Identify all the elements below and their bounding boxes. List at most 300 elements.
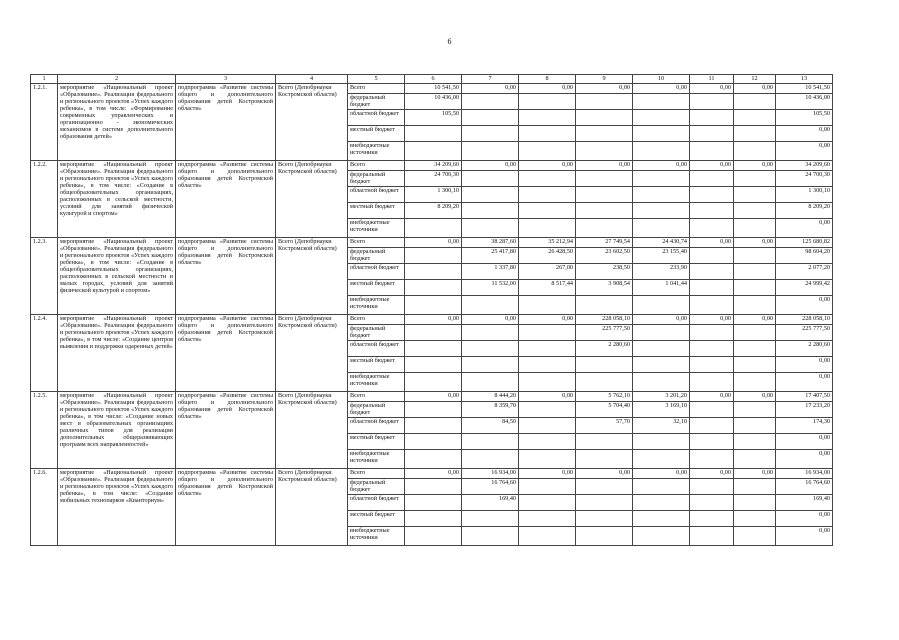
amount-cell: 1 041,44 (633, 280, 690, 296)
amount-cell: 23 602,50 (576, 248, 633, 264)
subprogram-name: подпрограмма «Развитие системы общего и дополнительного образования детей Костромской области» (176, 392, 276, 469)
amount-cell: 0,00 (633, 469, 690, 479)
amount-cell (576, 511, 633, 527)
amount-cell: 3 201,20 (633, 392, 690, 402)
amount-cell: 3 169,10 (633, 402, 690, 418)
amount-cell (462, 527, 519, 546)
amount-cell (462, 373, 519, 392)
funding-source: внебюджетные источники (348, 296, 405, 315)
amount-cell: 16 934,00 (776, 469, 833, 479)
amount-cell: 0,00 (776, 373, 833, 392)
amount-cell: 2 280,60 (576, 341, 633, 357)
funding-source: местный бюджет (348, 126, 405, 142)
funding-source: областной бюджет (348, 495, 405, 511)
amount-cell (462, 341, 519, 357)
amount-cell: 5 704,40 (576, 402, 633, 418)
column-header: 11 (690, 75, 734, 84)
column-header: 1 (31, 75, 58, 84)
amount-cell: 0,00 (776, 296, 833, 315)
amount-cell (633, 296, 690, 315)
amount-cell (734, 219, 776, 238)
amount-cell: 0,00 (734, 392, 776, 402)
amount-cell (405, 142, 462, 161)
amount-cell (576, 495, 633, 511)
amount-cell (690, 142, 734, 161)
amount-cell (519, 479, 576, 495)
amount-cell: 98 604,20 (776, 248, 833, 264)
amount-cell (734, 296, 776, 315)
amount-cell: 0,00 (519, 469, 576, 479)
amount-cell (405, 479, 462, 495)
measure-description: мероприятие «Национальный проект «Образование». Реализация федерального и регионального проектов «Успех каждого ребенка», в том числе: «Создание центров выявления и поддержки одаренных детей» (58, 315, 176, 392)
amount-cell (690, 495, 734, 511)
amount-cell (462, 434, 519, 450)
funding-source: областной бюджет (348, 418, 405, 434)
amount-cell: 34 209,60 (776, 161, 833, 171)
amount-cell (405, 511, 462, 527)
amount-cell: 169,40 (776, 495, 833, 511)
funding-source: местный бюджет (348, 280, 405, 296)
amount-cell (519, 373, 576, 392)
amount-cell (519, 171, 576, 187)
amount-cell: 0,00 (690, 392, 734, 402)
amount-cell (633, 357, 690, 373)
amount-cell: 24 430,74 (633, 238, 690, 248)
amount-cell: 0,00 (405, 469, 462, 479)
amount-cell (405, 341, 462, 357)
amount-cell (633, 219, 690, 238)
amount-cell (690, 434, 734, 450)
amount-cell: 24 700,30 (405, 171, 462, 187)
amount-cell: 105,50 (776, 110, 833, 126)
amount-cell (633, 126, 690, 142)
amount-cell (690, 511, 734, 527)
funding-source: федеральный бюджет (348, 94, 405, 110)
column-header: 10 (633, 75, 690, 84)
amount-cell: 0,00 (690, 84, 734, 94)
amount-cell: 5 762,10 (576, 392, 633, 402)
funding-source: внебюджетные источники (348, 219, 405, 238)
funding-source: федеральный бюджет (348, 248, 405, 264)
executor-name: Всего (Депобрнауки Костромской области) (276, 315, 348, 392)
amount-cell (462, 511, 519, 527)
amount-cell (633, 187, 690, 203)
amount-cell (519, 142, 576, 161)
funding-table (30, 74, 833, 546)
amount-cell (734, 142, 776, 161)
amount-cell (576, 450, 633, 469)
amount-cell (405, 357, 462, 373)
amount-cell (576, 527, 633, 546)
amount-cell: 0,00 (405, 238, 462, 248)
amount-cell: 2 280,60 (776, 341, 833, 357)
amount-cell (519, 434, 576, 450)
amount-cell: 174,30 (776, 418, 833, 434)
amount-cell (405, 373, 462, 392)
amount-cell: 0,00 (519, 84, 576, 94)
funding-source: внебюджетные источники (348, 142, 405, 161)
amount-cell (734, 450, 776, 469)
amount-cell (734, 248, 776, 264)
amount-cell (690, 203, 734, 219)
amount-cell: 23 155,40 (633, 248, 690, 264)
table-row (31, 161, 833, 171)
amount-cell: 267,00 (519, 264, 576, 280)
amount-cell (405, 325, 462, 341)
measure-description: мероприятие «Национальный проект «Образование». Реализация федерального и регионального проектов «Успех каждого ребенка», в том числе: «Создание мобильных технопарков «Кванториум» (58, 469, 176, 546)
amount-cell: 0,00 (776, 219, 833, 238)
amount-cell: 16 764,60 (776, 479, 833, 495)
amount-cell (633, 450, 690, 469)
row-code: 1.2.3. (31, 238, 58, 315)
amount-cell (462, 171, 519, 187)
amount-cell (633, 110, 690, 126)
amount-cell: 0,00 (633, 315, 690, 325)
amount-cell (633, 434, 690, 450)
amount-cell: 1 337,80 (462, 264, 519, 280)
amount-cell (405, 264, 462, 280)
amount-cell: 0,00 (776, 434, 833, 450)
amount-cell (633, 511, 690, 527)
subprogram-name: подпрограмма «Развитие системы общего и дополнительного образования детей Костромской области» (176, 161, 276, 238)
amount-cell: 0,00 (633, 161, 690, 171)
amount-cell (519, 187, 576, 203)
funding-source: областной бюджет (348, 187, 405, 203)
amount-cell: 0,00 (405, 315, 462, 325)
amount-cell: 228 058,10 (576, 315, 633, 325)
table-row (31, 392, 833, 402)
amount-cell (690, 264, 734, 280)
amount-cell (690, 373, 734, 392)
amount-cell (690, 479, 734, 495)
amount-cell (633, 325, 690, 341)
amount-cell (633, 495, 690, 511)
amount-cell: 0,00 (776, 142, 833, 161)
amount-cell (462, 203, 519, 219)
amount-cell (519, 110, 576, 126)
amount-cell (690, 94, 734, 110)
amount-cell (576, 203, 633, 219)
amount-cell (734, 126, 776, 142)
funding-source: федеральный бюджет (348, 325, 405, 341)
amount-cell (576, 142, 633, 161)
column-header: 8 (519, 75, 576, 84)
amount-cell: 1 300,10 (405, 187, 462, 203)
amount-cell: 8 517,44 (519, 280, 576, 296)
amount-cell: 3 908,54 (576, 280, 633, 296)
funding-source: Всего (348, 161, 405, 171)
amount-cell: 24 700,30 (776, 171, 833, 187)
amount-cell (734, 280, 776, 296)
amount-cell (405, 402, 462, 418)
executor-name: Всего (Депобрнауки Костромской области) (276, 392, 348, 469)
amount-cell: 0,00 (576, 469, 633, 479)
funding-source: внебюджетные источники (348, 373, 405, 392)
amount-cell (734, 402, 776, 418)
column-header: 13 (776, 75, 833, 84)
amount-cell (405, 296, 462, 315)
amount-cell: 10 436,00 (776, 94, 833, 110)
amount-cell (405, 219, 462, 238)
amount-cell (519, 94, 576, 110)
amount-cell (462, 296, 519, 315)
amount-cell (734, 511, 776, 527)
amount-cell: 0,00 (462, 161, 519, 171)
amount-cell: 169,40 (462, 495, 519, 511)
amount-cell (576, 357, 633, 373)
amount-cell (576, 373, 633, 392)
column-header: 7 (462, 75, 519, 84)
measure-description: мероприятие «Национальный проект «Образование». Реализация федерального и регионального проектов «Успех каждого ребенка», в том числе: «Создание в общеобразовательных организациях, расположенных в сельской местности и малых городах, условий для занятий физической культурой и спортом» (58, 238, 176, 315)
amount-cell: 0,00 (690, 469, 734, 479)
amount-cell (462, 126, 519, 142)
column-header: 9 (576, 75, 633, 84)
amount-cell (690, 450, 734, 469)
amount-cell: 233,90 (633, 264, 690, 280)
amount-cell: 84,50 (462, 418, 519, 434)
table-row (31, 315, 833, 325)
amount-cell: 0,00 (462, 84, 519, 94)
amount-cell: 27 749,54 (576, 238, 633, 248)
amount-cell (690, 110, 734, 126)
amount-cell: 0,00 (776, 527, 833, 546)
amount-cell: 24 999,42 (776, 280, 833, 296)
amount-cell (519, 495, 576, 511)
amount-cell: 8 209,20 (405, 203, 462, 219)
amount-cell: 10 541,50 (776, 84, 833, 94)
amount-cell (633, 341, 690, 357)
amount-cell: 125 680,82 (776, 238, 833, 248)
amount-cell (633, 94, 690, 110)
amount-cell (734, 418, 776, 434)
amount-cell: 0,00 (519, 392, 576, 402)
amount-cell (519, 296, 576, 315)
funding-source: федеральный бюджет (348, 402, 405, 418)
amount-cell (519, 527, 576, 546)
amount-cell (405, 126, 462, 142)
column-header: 5 (348, 75, 405, 84)
executor-name: Всего (Депобрнауки Костромской области) (276, 238, 348, 315)
amount-cell (734, 373, 776, 392)
column-header: 2 (58, 75, 176, 84)
amount-cell (576, 187, 633, 203)
amount-cell: 228 058,10 (776, 315, 833, 325)
funding-source: Всего (348, 84, 405, 94)
amount-cell: 0,00 (519, 315, 576, 325)
row-code: 1.2.5. (31, 392, 58, 469)
amount-cell (576, 110, 633, 126)
amount-cell: 32,10 (633, 418, 690, 434)
amount-cell (462, 219, 519, 238)
amount-cell: 0,00 (776, 126, 833, 142)
amount-cell: 0,00 (462, 315, 519, 325)
amount-cell (690, 248, 734, 264)
amount-cell (462, 110, 519, 126)
amount-cell (633, 142, 690, 161)
amount-cell: 0,00 (734, 469, 776, 479)
amount-cell (734, 171, 776, 187)
amount-cell (519, 402, 576, 418)
amount-cell (519, 126, 576, 142)
executor-name: Всего (Депобрнауки Костромской области) (276, 469, 348, 546)
amount-cell (576, 296, 633, 315)
amount-cell (734, 264, 776, 280)
funding-source: местный бюджет (348, 434, 405, 450)
table-row (31, 84, 833, 94)
amount-cell (519, 450, 576, 469)
measure-description: мероприятие «Национальный проект «Образование». Реализация федерального и регионального проектов «Успех каждого ребенка», в том числе: «Создание в общеобразовательных организациях, расположенных в сельской местности, условий для занятий физической культурой и спортом» (58, 161, 176, 238)
amount-cell: 0,00 (690, 161, 734, 171)
amount-cell (690, 187, 734, 203)
amount-cell (633, 373, 690, 392)
amount-cell (690, 527, 734, 546)
amount-cell (519, 341, 576, 357)
amount-cell: 34 209,60 (405, 161, 462, 171)
amount-cell (462, 450, 519, 469)
amount-cell (576, 479, 633, 495)
amount-cell: 38 287,60 (462, 238, 519, 248)
amount-cell: 0,00 (734, 315, 776, 325)
amount-cell: 0,00 (734, 161, 776, 171)
executor-name: Всего (Депобрнауки Костромской области) (276, 84, 348, 161)
amount-cell: 0,00 (405, 392, 462, 402)
funding-source: Всего (348, 315, 405, 325)
amount-cell (519, 203, 576, 219)
measure-description: мероприятие «Национальный проект «Образование». Реализация федерального и регионального проектов «Успех каждого ребенка», в том числе: «Создание новых мест в образовательных организациях различных типов для реализации дополнительных общеразвивающих программ всех направленностей» (58, 392, 176, 469)
amount-cell (690, 402, 734, 418)
amount-cell (690, 296, 734, 315)
funding-source: федеральный бюджет (348, 479, 405, 495)
amount-cell (734, 110, 776, 126)
funding-source: местный бюджет (348, 203, 405, 219)
amount-cell (576, 219, 633, 238)
amount-cell (405, 527, 462, 546)
amount-cell (576, 94, 633, 110)
row-code: 1.2.4. (31, 315, 58, 392)
amount-cell (576, 434, 633, 450)
amount-cell: 16 934,00 (462, 469, 519, 479)
amount-cell: 0,00 (576, 161, 633, 171)
header-row (31, 75, 833, 84)
amount-cell (633, 527, 690, 546)
funding-source: внебюджетные источники (348, 527, 405, 546)
amount-cell (462, 325, 519, 341)
amount-cell: 0,00 (519, 161, 576, 171)
amount-cell (734, 341, 776, 357)
funding-source: областной бюджет (348, 110, 405, 126)
column-header: 4 (276, 75, 348, 84)
amount-cell (734, 187, 776, 203)
row-code: 1.2.6. (31, 469, 58, 546)
amount-cell: 0,00 (776, 357, 833, 373)
amount-cell (734, 527, 776, 546)
funding-source: местный бюджет (348, 357, 405, 373)
amount-cell: 16 764,60 (462, 479, 519, 495)
amount-cell: 0,00 (690, 238, 734, 248)
amount-cell: 238,50 (576, 264, 633, 280)
amount-cell (405, 248, 462, 264)
amount-cell (405, 495, 462, 511)
amount-cell (519, 418, 576, 434)
amount-cell (576, 126, 633, 142)
amount-cell (734, 94, 776, 110)
row-code: 1.2.1. (31, 84, 58, 161)
funding-source: местный бюджет (348, 511, 405, 527)
amount-cell: 0,00 (576, 84, 633, 94)
funding-source: областной бюджет (348, 264, 405, 280)
amount-cell (462, 187, 519, 203)
amount-cell: 10 541,50 (405, 84, 462, 94)
amount-cell (690, 280, 734, 296)
amount-cell: 25 417,80 (462, 248, 519, 264)
amount-cell (734, 325, 776, 341)
amount-cell (462, 357, 519, 373)
amount-cell (690, 171, 734, 187)
amount-cell (519, 357, 576, 373)
subprogram-name: подпрограмма «Развитие системы общего и дополнительного образования детей Костромской области» (176, 315, 276, 392)
amount-cell: 225 777,50 (576, 325, 633, 341)
amount-cell (690, 357, 734, 373)
amount-cell (405, 418, 462, 434)
amount-cell (633, 479, 690, 495)
amount-cell (405, 450, 462, 469)
amount-cell (734, 495, 776, 511)
table-row (31, 469, 833, 479)
subprogram-name: подпрограмма «Развитие системы общего и дополнительного образования детей Костромской области» (176, 238, 276, 315)
amount-cell: 17 407,50 (776, 392, 833, 402)
amount-cell (734, 479, 776, 495)
executor-name: Всего (Депобрнауки Костромской области) (276, 161, 348, 238)
amount-cell (405, 280, 462, 296)
amount-cell (519, 325, 576, 341)
amount-cell (633, 171, 690, 187)
amount-cell: 57,70 (576, 418, 633, 434)
amount-cell (405, 434, 462, 450)
amount-cell (576, 171, 633, 187)
measure-description: мероприятие «Национальный проект «Образование». Реализация федерального и регионального проектов «Успех каждого ребенка», в том числе: «Формирование современных управленческих и организационно - экономических механизмов в системе дополнительного образования детей» (58, 84, 176, 161)
amount-cell (690, 341, 734, 357)
amount-cell: 11 532,00 (462, 280, 519, 296)
table-row (31, 238, 833, 248)
row-code: 1.2.2. (31, 161, 58, 238)
amount-cell: 8 359,70 (462, 402, 519, 418)
amount-cell: 0,00 (734, 84, 776, 94)
funding-source: внебюджетные источники (348, 450, 405, 469)
amount-cell: 0,00 (734, 238, 776, 248)
amount-cell: 8 444,20 (462, 392, 519, 402)
amount-cell (734, 357, 776, 373)
amount-cell: 0,00 (633, 84, 690, 94)
amount-cell: 0,00 (690, 315, 734, 325)
page-number: 6 (447, 37, 452, 46)
amount-cell (690, 126, 734, 142)
amount-cell: 10 436,00 (405, 94, 462, 110)
amount-cell: 8 209,20 (776, 203, 833, 219)
amount-cell (633, 203, 690, 219)
amount-cell (462, 94, 519, 110)
amount-cell: 17 233,20 (776, 402, 833, 418)
amount-cell: 0,00 (776, 450, 833, 469)
amount-cell (519, 219, 576, 238)
amount-cell (690, 219, 734, 238)
amount-cell: 105,50 (405, 110, 462, 126)
amount-cell: 0,00 (776, 511, 833, 527)
column-header: 3 (176, 75, 276, 84)
funding-source: Всего (348, 238, 405, 248)
amount-cell (519, 511, 576, 527)
subprogram-name: подпрограмма «Развитие системы общего и дополнительного образования детей Костромской области» (176, 84, 276, 161)
funding-source: областной бюджет (348, 341, 405, 357)
